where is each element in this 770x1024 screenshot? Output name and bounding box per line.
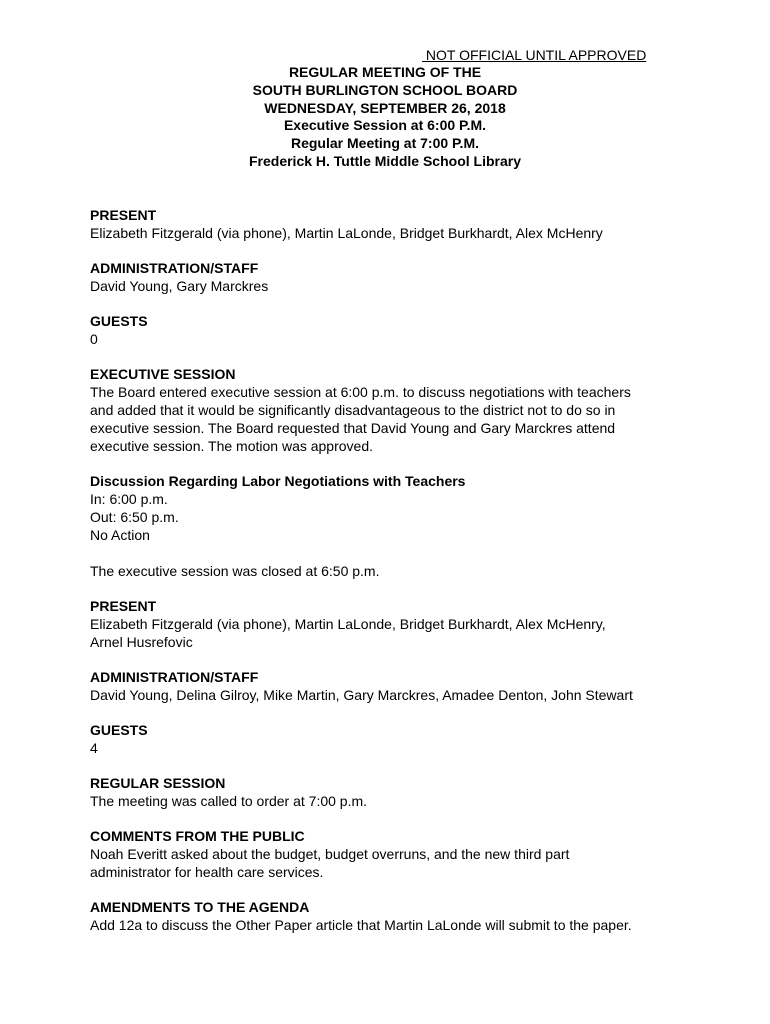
time-in: In: 6:00 p.m. [90,491,168,507]
section-text: 0 [90,331,98,347]
section-heading: GUESTS [90,722,148,738]
section-heading: Discussion Regarding Labor Negotiations with Teachers [90,473,466,489]
paragraph-line: executive session. The motion was approved. [90,438,374,454]
section-text: David Young, Gary Marckres [90,278,269,294]
header-line-3: WEDNESDAY, SEPTEMBER 26, 2018 [264,99,506,116]
section-heading: COMMENTS FROM THE PUBLIC [90,828,305,844]
executive-session-section [90,365,700,455]
section-text: David Young, Delina Gilroy, Mike Martin, Gary Marckres, Amadee Denton, John Stewart [90,687,633,703]
present-section-regular [90,597,700,651]
admin-section-regular [90,668,700,704]
header-line-4: Executive Session at 6:00 P.M. [283,117,487,134]
minutes-body [90,206,700,951]
section-text: The meeting was called to order at 7:00 p.m. [90,793,368,809]
paragraph-line: Arnel Husrefovic [90,634,193,650]
guests-section-exec [90,312,700,348]
public-comments-section [90,827,700,881]
header-line-6: Frederick H. Tuttle Middle School Library [248,152,521,169]
paragraph-line: executive session. The Board requested that David Young and Gary Marckres attend [90,420,616,436]
action-result: No Action [90,527,150,543]
paragraph-line: administrator for health care services. [90,864,324,880]
meeting-header [0,64,770,171]
section-heading: ADMINISTRATION/STAFF [90,260,259,276]
header-line-1: REGULAR MEETING OF THE [288,64,482,80]
section-text: Add 12a to discuss the Other Paper article that Martin LaLonde will submit to the paper. [90,917,632,933]
section-heading: PRESENT [90,598,157,614]
admin-section-exec [90,259,700,295]
section-heading: PRESENT [90,207,157,223]
time-out: Out: 6:50 p.m. [90,509,179,525]
section-heading: AMENDMENTS TO THE AGENDA [90,899,310,915]
section-heading: EXECUTIVE SESSION [90,366,236,382]
labor-negotiations-section [90,472,700,580]
section-text: Elizabeth Fitzgerald (via phone), Martin LaLonde, Bridget Burkhardt, Alex McHenry [90,225,603,241]
paragraph-line: The Board entered executive session at 6:00 p.m. to discuss negotiations with teachers [90,384,631,400]
section-heading: REGULAR SESSION [90,775,226,791]
section-text: 4 [90,740,98,756]
session-closed-text: The executive session was closed at 6:50 p.m. [90,563,380,579]
section-heading: ADMINISTRATION/STAFF [90,669,259,685]
section-heading: GUESTS [90,313,148,329]
regular-session-section [90,774,700,810]
agenda-amendments-section [90,898,700,934]
approval-stamp: NOT OFFICIAL UNTIL APPROVED [422,47,647,63]
header-line-2: SOUTH BURLINGTON SCHOOL BOARD [252,81,518,98]
paragraph-line: Elizabeth Fitzgerald (via phone), Martin LaLonde, Bridget Burkhardt, Alex McHenry, [90,616,606,632]
guests-section-regular [90,721,700,757]
paragraph-line: and added that it would be significantly disadvantageous to the district not to do so in [90,402,616,418]
present-section-exec [90,206,700,242]
paragraph-line: Noah Everitt asked about the budget, budget overruns, and the new third part [90,846,570,862]
header-line-5: Regular Meeting at 7:00 P.M. [290,135,479,152]
